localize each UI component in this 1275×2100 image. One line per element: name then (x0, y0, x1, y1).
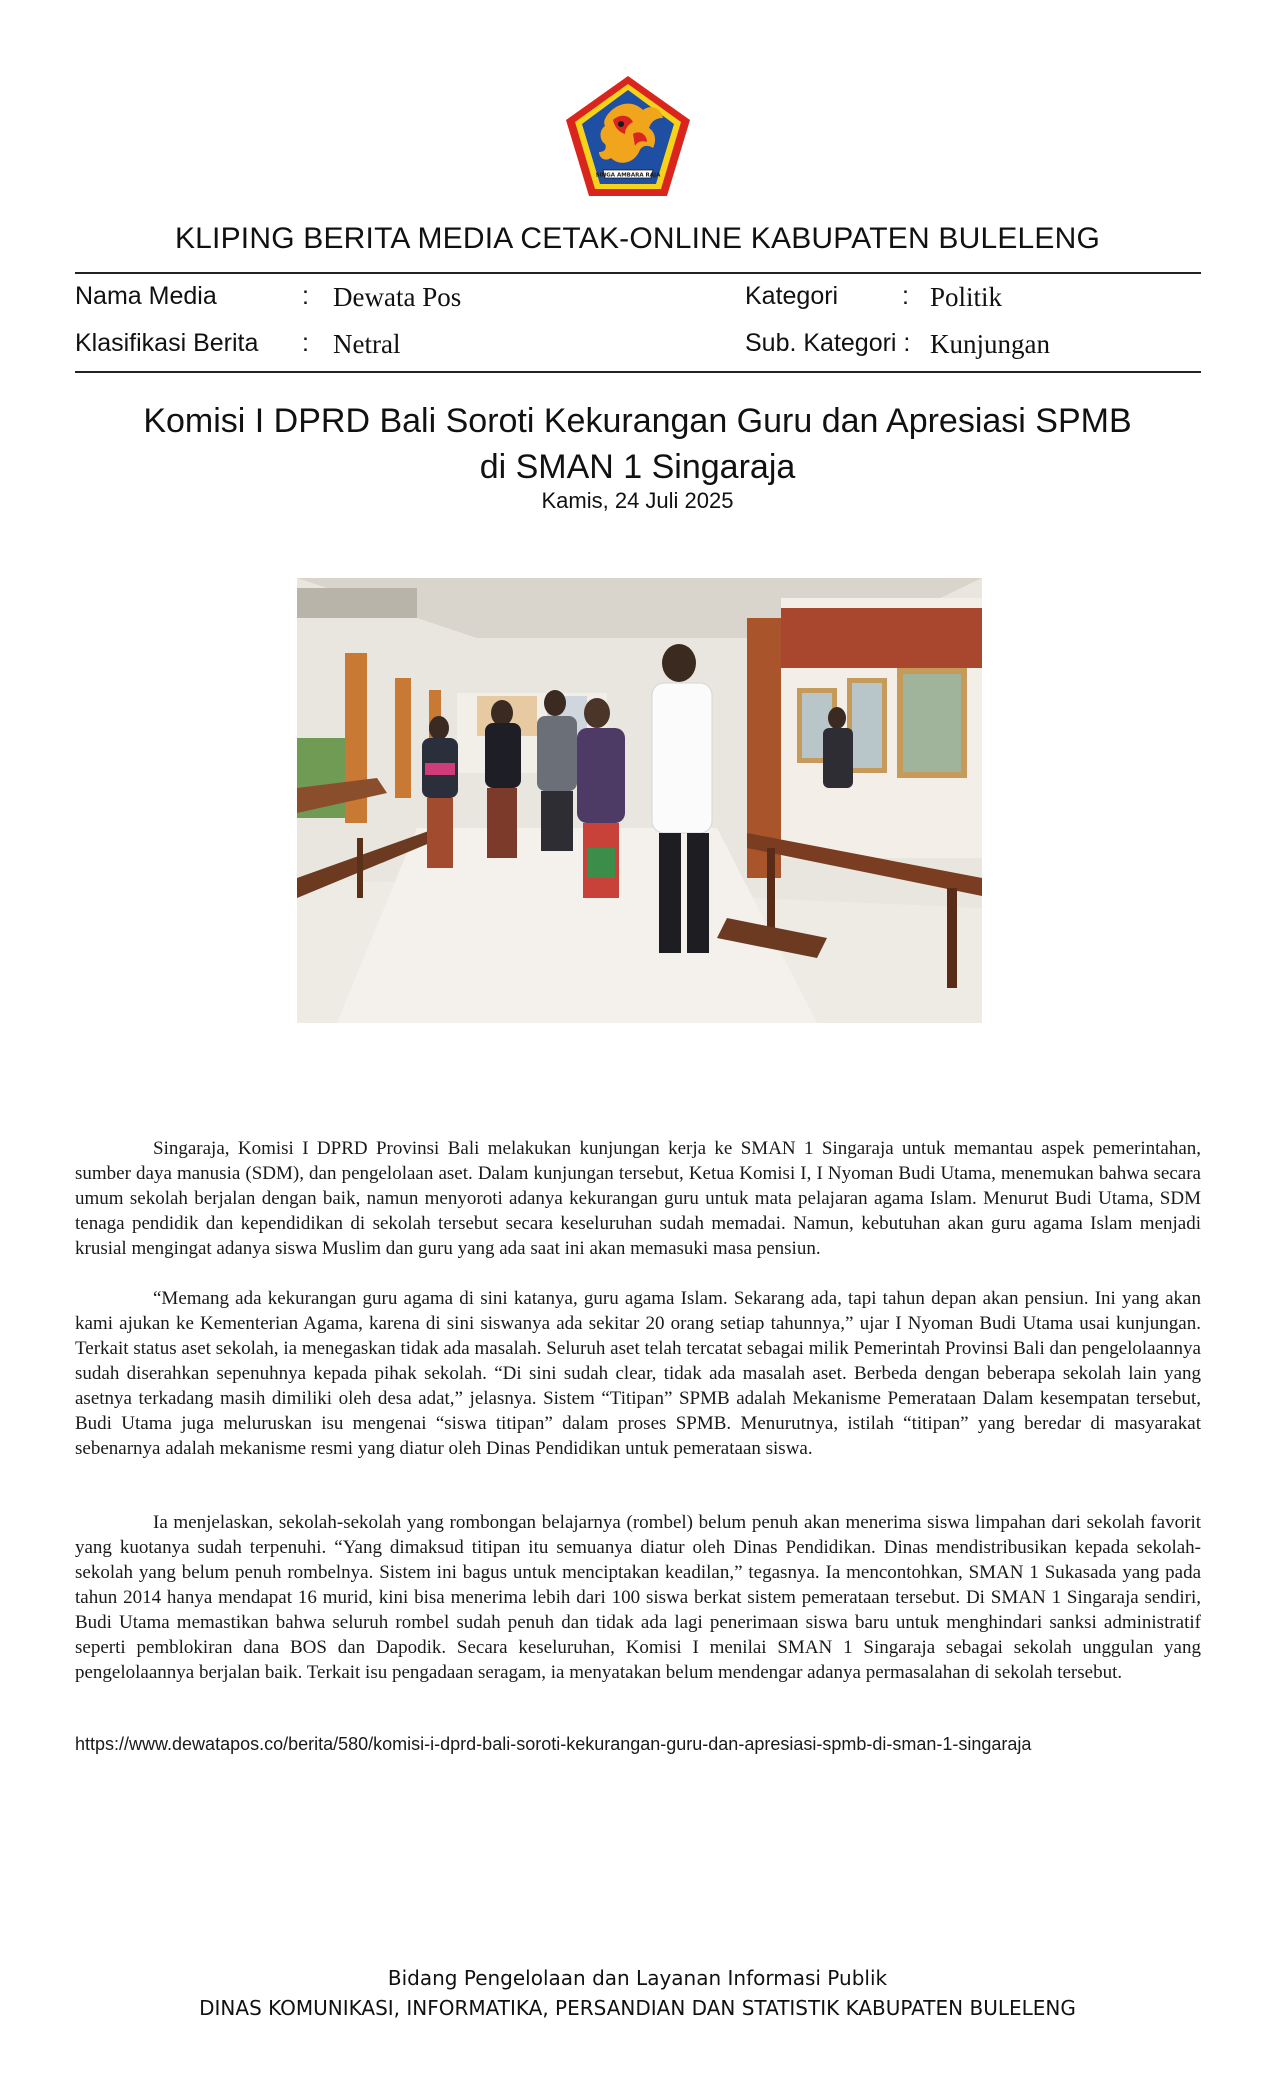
article-title (100, 398, 1175, 490)
subkategori-label: Sub. Kategori : (745, 329, 911, 357)
buleleng-crest-logo (563, 74, 693, 200)
header-divider-bottom (75, 371, 1201, 373)
article-paragraph-1: Singaraja, Komisi I DPRD Provinsi Bali melakukan kunjungan kerja ke SMAN 1 Singaraja untuk memantau aspek pemerintahan, sumber daya manusia (SDM), dan pengelolaan aset. Dalam kunjungan tersebut, Ketua Komisi I, I Nyoman Budi Utama, menemukan bahwa secara umum sekolah berjalan dengan baik, namun menyoroti adanya kekurangan guru untuk mata pelajaran agama Islam. Menurut Budi Utama, SDM tenaga pendidik dan kependidikan di sekolah tersebut secara keseluruhan sudah memadai. Namun, kebutuhan akan guru agama Islam menjadi krusial mengingat adanya siswa Muslim dan guru yang ada saat ini akan memasuki masa pensiun. (75, 1138, 1201, 1259)
media-colon: : (302, 282, 309, 310)
article-title-line-1: Komisi I DPRD Bali Soroti Kekurangan Guru dan Apresiasi SPMB (143, 402, 1132, 440)
footer-division: Bidang Pengelolaan dan Layanan Informasi Publik (387, 1966, 888, 1990)
kategori-value: Politik (930, 282, 1003, 312)
klasifikasi-colon: : (302, 329, 309, 357)
article-photo (297, 578, 982, 1023)
klasifikasi-value: Netral (333, 329, 401, 359)
klasifikasi-label: Klasifikasi Berita (75, 329, 259, 357)
footer-agency: DINAS KOMUNIKASI, INFORMATIKA, PERSANDIAN DAN STATISTIK KABUPATEN BULELENG (199, 1996, 1076, 2020)
article-title-line-2: di SMAN 1 Singaraja (479, 448, 796, 486)
svg-text:SINGA AMBARA RAJA: SINGA AMBARA RAJA (595, 172, 661, 179)
article-paragraph-2: “Memang ada kekurangan guru agama di sini katanya, guru agama Islam. Sekarang ada, tapi tahun depan akan pensiun. Ini yang akan kami ajukan ke Kementerian Agama, karena di sini siswanya ada sekitar 20 orang setiap tahunnya,” ujar I Nyoman Budi Utama usai kunjungan. Terkait status aset sekolah, ia menegaskan tidak ada masalah. Seluruh aset telah tercatat sebagai milik Pemerintah Provinsi Bali dan pengelolaannya sudah diserahkan sepenuhnya kepada pihak sekolah. “Di sini sudah clear, tidak ada masalah aset. Berbeda dengan beberapa sekolah lain yang asetnya terkadang masih dimiliki oleh desa adat,” jelasnya. Sistem “Titipan” SPMB adalah Mekanisme Pemerataan Dalam kesempatan tersebut, Budi Utama juga meluruskan isu mengenai “siswa titipan” dalam proses SPMB. Menurutnya, istilah “titipan” yang beredar di masyarakat sebenarnya adalah mekanisme resmi yang diatur oleh Dinas Pendidikan untuk pemerataan siswa. (75, 1288, 1201, 1459)
article-date: Kamis, 24 Juli 2025 (541, 488, 734, 513)
subkategori-value: Kunjungan (930, 329, 1050, 359)
media-value: Dewata Pos (333, 282, 462, 312)
kategori-colon: : (902, 282, 909, 310)
article-paragraph-3: Ia menjelaskan, sekolah-sekolah yang rombongan belajarnya (rombel) belum penuh akan menerima siswa limpahan dari sekolah favorit yang kuotanya sudah terpenuhi. “Yang dimaksud titipan itu semuanya diatur oleh Dinas Pendidikan. Dinas mendistribusikan kepada sekolah-sekolah yang belum penuh rombelnya. Sistem ini bagus untuk menciptakan keadilan,” tegasnya. Ia mencontohkan, SMAN 1 Sukasada yang pada tahun 2014 hanya mendapat 16 murid, kini bisa menerima lebih dari 100 siswa berkat sistem pemerataan tersebut. Di SMAN 1 Singaraja sendiri, Budi Utama memastikan bahwa seluruh rombel sudah penuh dan tidak ada lagi penerimaan siswa baru untuk menghindari sanksi administratif seperti pemblokiran dana BOS dan Dapodik. Secara keseluruhan, Komisi I menilai SMAN 1 Singaraja sebagai sekolah unggulan yang pengelolaannya berjalan baik. Terkait isu pengadaan seragam, ia menyatakan belum mendengar adanya permasalahan di sekolah tersebut. (75, 1512, 1201, 1683)
source-url-link[interactable]: https://www.dewatapos.co/berita/580/komisi-i-dprd-bali-soroti-kekurangan-guru-dan-apresiasi-spmb-di-sman-1-singaraja (75, 1734, 1032, 1754)
kategori-label: Kategori (745, 282, 839, 310)
clipping-header-title: KLIPING BERITA MEDIA CETAK-ONLINE KABUPATEN BULELENG (174, 222, 1101, 255)
header-divider-top (75, 272, 1201, 274)
media-label: Nama Media (75, 282, 217, 310)
